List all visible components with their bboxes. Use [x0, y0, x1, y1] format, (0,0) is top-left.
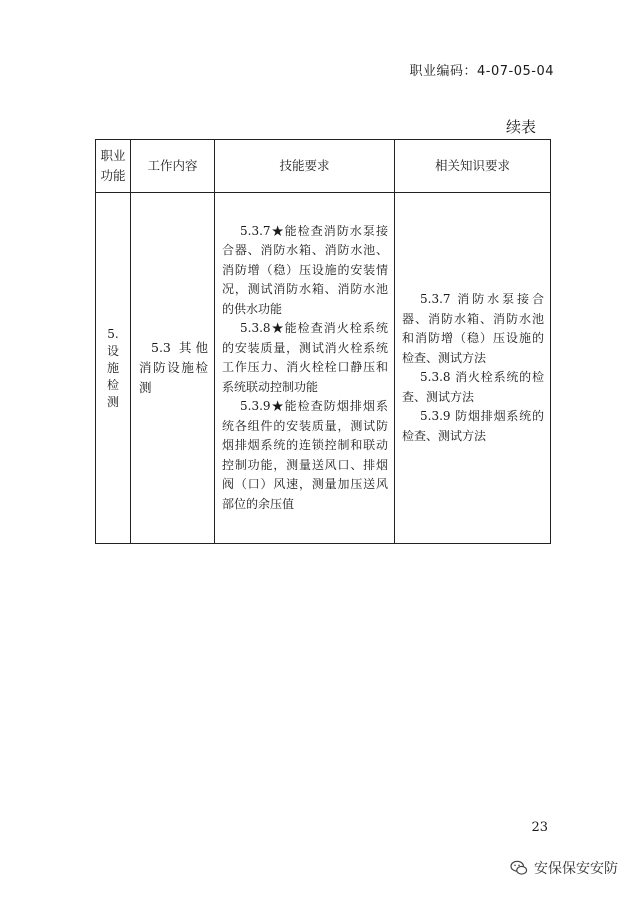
header-knowledge: 相关知识要求: [395, 140, 551, 193]
table-row: [96, 193, 551, 544]
header-work-content: 工作内容: [131, 140, 215, 193]
skill-item: 5.3.8★能检查消火栓系统的安装质量，测试消火栓系统工作压力、消火栓栓口静压和系统联动控制功能: [222, 321, 388, 394]
cell-work-content: [131, 193, 215, 544]
wechat-icon: [510, 860, 528, 876]
continued-label: 续表: [505, 118, 536, 136]
work-content-text: 5.3 其他消防设施检测: [139, 340, 208, 395]
page-number: 23: [531, 820, 548, 835]
knowledge-item: 5.3.7 消防水泵接合器、消防水箱、消防水池和消防增（稳）压设施的检查、测试方法: [402, 292, 544, 365]
watermark: [510, 858, 618, 878]
knowledge-item: 5.3.9 防烟排烟系统的检查、测试方法: [402, 409, 544, 443]
watermark-text: 安保保安安防: [534, 861, 618, 877]
cell-knowledge: [395, 193, 551, 544]
cell-skills: [215, 193, 395, 544]
header-skills: 技能要求: [215, 140, 395, 193]
cell-function: [96, 193, 131, 544]
knowledge-item: 5.3.8 消火栓系统的检查、测试方法: [402, 370, 544, 404]
skill-item: 5.3.9★能检查防烟排烟系统各组件的安装质量，测试防烟排烟系统的连锁控制和联动控制功能，测量送风口、排烟阀（口）风速，测量加压送风部位的余压值: [222, 399, 388, 511]
occupation-code: 职业编码：4-07-05-04: [409, 64, 554, 79]
table-header-row: [96, 140, 551, 193]
skills-table: [95, 139, 551, 544]
function-text: 5. 设施检测: [106, 326, 119, 409]
skill-item: 5.3.7★能检查消防水泵接合器、消防水箱、消防水池、消防增（稳）压设施的安装情况，测试消防水箱、消防水池的供水功能: [222, 223, 388, 316]
header-function: 职业功能: [96, 140, 131, 193]
